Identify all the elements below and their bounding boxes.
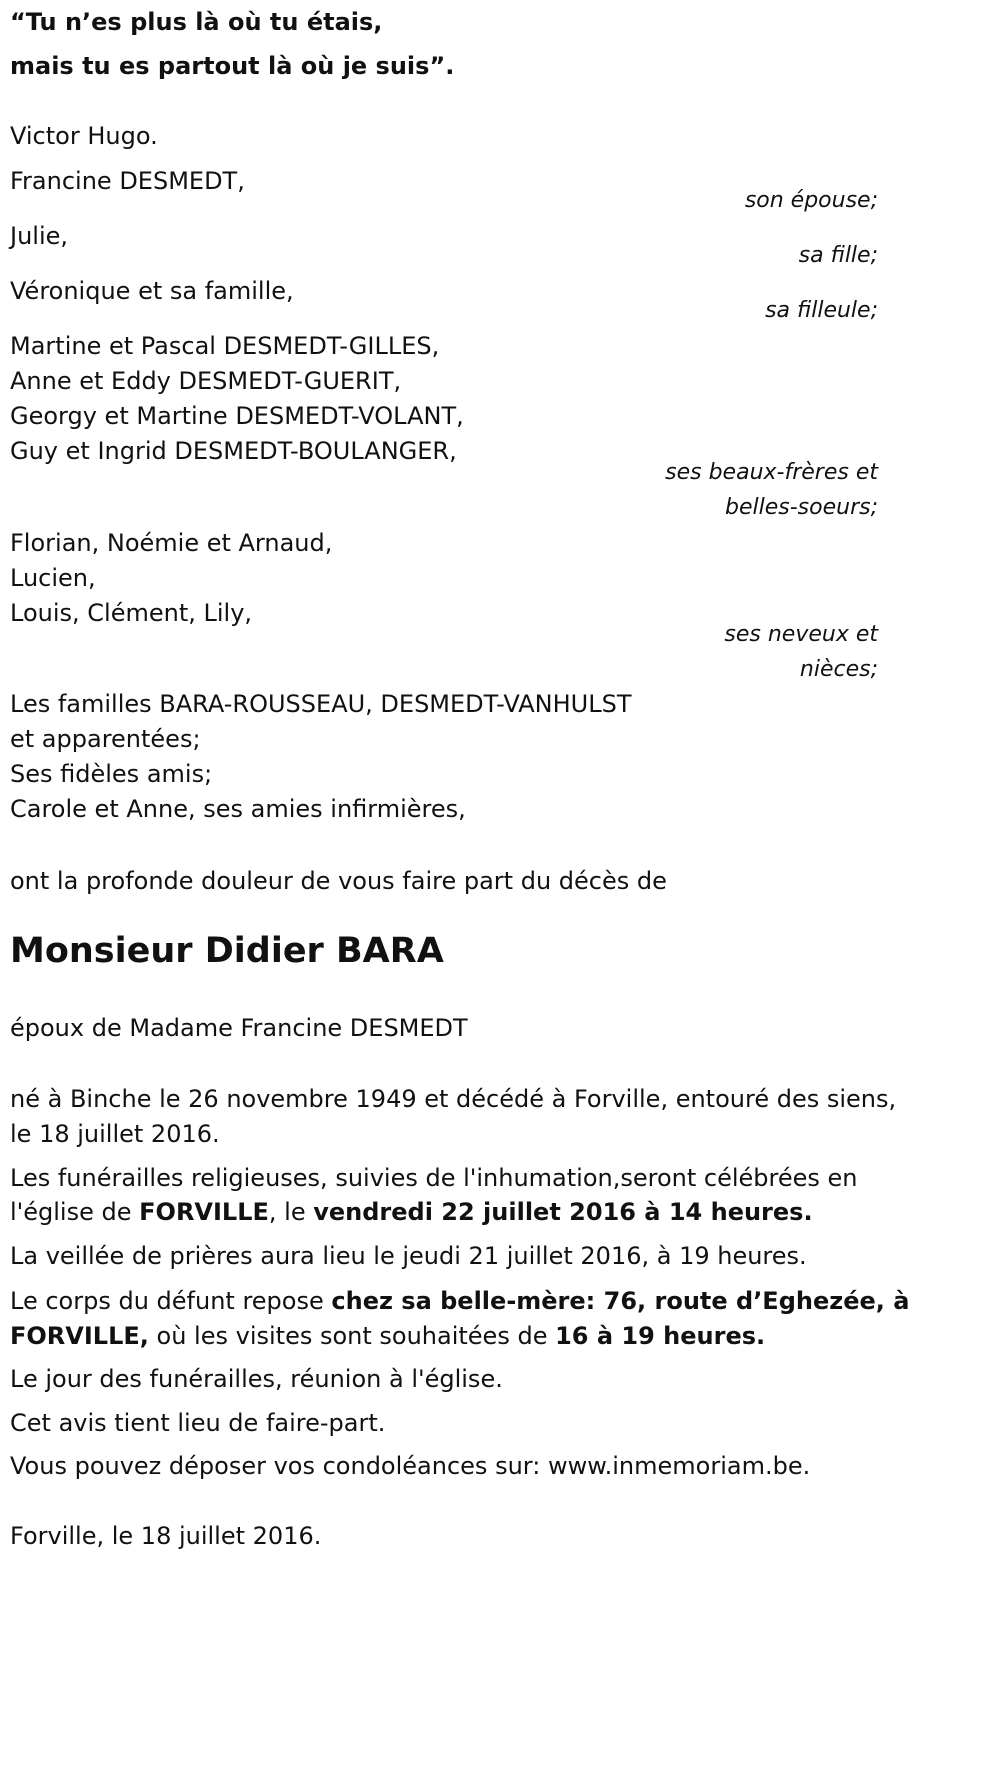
body-location: chez sa belle-mère: 76, route d’Eghezée, à xyxy=(331,1287,910,1315)
nephews-role-line-2: nièces; xyxy=(799,657,878,682)
body-line-1 xyxy=(10,1283,909,1319)
spouse-of: époux de Madame Francine DESMEDT xyxy=(10,1014,468,1042)
inlaws-role-line-1: ses beaux-frères et xyxy=(665,460,878,485)
body-line-2 xyxy=(10,1318,765,1354)
spouse-name: Francine DESMEDT, xyxy=(10,167,245,195)
daughter-role: sa fille; xyxy=(798,243,878,268)
inlaw-line: Anne et Eddy DESMEDT-GUERIT, xyxy=(10,367,402,395)
daughter-name: Julie, xyxy=(10,222,69,250)
goddaughter-role: sa filleule; xyxy=(765,298,878,323)
funeral-line-2-a: l'église de xyxy=(10,1198,140,1226)
quote-line-2: mais tu es partout là où je suis”. xyxy=(10,52,455,80)
others-line: et apparentées; xyxy=(10,725,201,753)
nephews-role-line-1: ses neveux et xyxy=(724,622,878,647)
birth-death-line-2: le 18 juillet 2016. xyxy=(10,1120,220,1148)
inlaw-line: Martine et Pascal DESMEDT-GILLES, xyxy=(10,332,440,360)
quote-line-1: “Tu n’es plus là où tu étais, xyxy=(10,8,383,36)
inlaw-line: Georgy et Martine DESMEDT-VOLANT, xyxy=(10,402,464,430)
funeral-line-1: Les funérailles religieuses, suivies de l'inhumation,seront célébrées en xyxy=(10,1164,858,1192)
inlaws-role-line-2: belles-soeurs; xyxy=(725,495,878,520)
funeral-line-2 xyxy=(10,1194,813,1230)
condolences-line: Vous pouvez déposer vos condoléances sur: www.inmemoriam.be. xyxy=(10,1452,811,1480)
body-town: FORVILLE, xyxy=(10,1322,149,1350)
notice-line: Cet avis tient lieu de faire-part. xyxy=(10,1409,386,1437)
closing-place-date: Forville, le 18 juillet 2016. xyxy=(10,1522,322,1550)
others-line: Ses fidèles amis; xyxy=(10,760,213,788)
funeral-date: vendredi 22 juillet 2016 à 14 heures. xyxy=(313,1198,813,1226)
nephew-line: Louis, Clément, Lily, xyxy=(10,599,253,627)
others-line: Carole et Anne, ses amies infirmières, xyxy=(10,795,466,823)
body-line-2-d: où les visites sont souhaitées de xyxy=(148,1322,556,1350)
deceased-name: Monsieur Didier BARA xyxy=(10,931,444,971)
quote-author: Victor Hugo. xyxy=(10,122,158,150)
meeting-line: Le jour des funérailles, réunion à l'église. xyxy=(10,1365,503,1393)
funeral-place: FORVILLE xyxy=(139,1198,269,1226)
announcement-intro: ont la profonde douleur de vous faire part du décès de xyxy=(10,867,667,895)
goddaughter-name: Véronique et sa famille, xyxy=(10,277,294,305)
nephew-line: Florian, Noémie et Arnaud, xyxy=(10,529,333,557)
others-line: Les familles BARA-ROUSSEAU, DESMEDT-VANHULST xyxy=(10,690,632,718)
body-line-1-a: Le corps du défunt repose xyxy=(10,1287,332,1315)
visit-hours: 16 à 19 heures. xyxy=(555,1322,766,1350)
nephew-line: Lucien, xyxy=(10,564,96,592)
spouse-role: son épouse; xyxy=(744,188,878,213)
vigil-line: La veillée de prières aura lieu le jeudi 21 juillet 2016, à 19 heures. xyxy=(10,1242,807,1270)
inlaw-line: Guy et Ingrid DESMEDT-BOULANGER, xyxy=(10,437,457,465)
funeral-line-2-c: , le xyxy=(268,1198,314,1226)
birth-death-line-1: né à Binche le 26 novembre 1949 et décédé à Forville, entouré des siens, xyxy=(10,1085,897,1113)
